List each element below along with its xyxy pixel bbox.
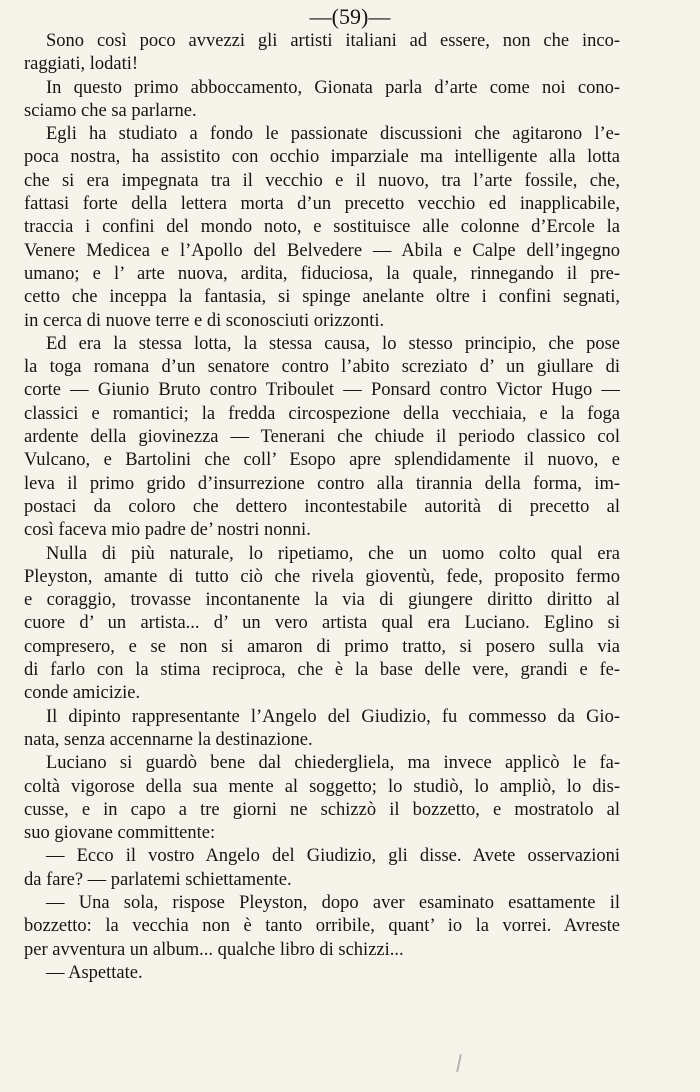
text-line: cetto che inceppa la fantasia, si spinge anelante oltre i confini segnati, xyxy=(24,287,620,308)
page-number: —(59)— xyxy=(309,4,391,29)
text-line: — Aspettate. xyxy=(46,962,143,983)
text-line: fattasi forte della lettera morta d’un precetto vecchio ed inapplicabile, xyxy=(24,194,620,215)
text-line: di farlo con la stima reciproca, che è la base delle vere, grandi e fe- xyxy=(24,660,620,681)
text-line: la toga romana d’un senatore contro l’abito screziato d’ un giullare di xyxy=(24,357,620,378)
text-line: compresero, e se non si amaron di primo tratto, si posero sulla via xyxy=(24,636,620,657)
text-line: — Ecco il vostro Angelo del Giudizio, gli disse. Avete osservazioni xyxy=(46,846,620,867)
text-line: Vulcano, e Bartolini che coll’ Esopo apre splendidamente il nuovo, e xyxy=(24,450,620,471)
text-line: umano; e l’ arte nuova, ardita, fiduciosa, la quale, rinnegando il pre- xyxy=(24,263,620,284)
text-line: che si era impegnata tra il vecchio e il nuovo, tra l’arte fossile, che, xyxy=(24,170,620,191)
text-line: In questo primo abboccamento, Gionata parla d’arte come noi cono- xyxy=(46,77,620,98)
text-line: leva il primo grido d’insurrezione contro alla tirannia della forma, im- xyxy=(24,473,620,494)
text-line: corte — Giunio Bruto contro Triboulet — Ponsard contro Victor Hugo — xyxy=(24,380,620,401)
text-line: coltà vigorose della sua mente al soggetto; lo studiò, lo ampliò, lo dis- xyxy=(24,776,620,797)
stray-mark xyxy=(456,1054,462,1072)
text-line: raggiati, lodati! xyxy=(24,54,139,75)
text-line: bozzetto: la vecchia non è tanto orribile, quant’ io la vorrei. Avreste xyxy=(24,916,620,937)
text-line: postaci da coloro che dettero incontestabile autorità di precetto al xyxy=(24,496,620,517)
text-line: Venere Medicea e l’Apollo del Belvedere — Abila e Calpe dell’ingegno xyxy=(24,240,620,261)
text-line: così faceva mio padre de’ nostri nonni. xyxy=(24,520,311,541)
text-line: ardente della giovinezza — Tenerani che chiude il periodo classico col xyxy=(24,427,620,448)
text-line: cuore d’ un artista... d’ un vero artista qual era Luciano. Eglino si xyxy=(24,613,620,634)
text-line: suo giovane committente: xyxy=(24,823,216,844)
text-line: Sono così poco avvezzi gli artisti italiani ad essere, non che inco- xyxy=(46,31,620,51)
text-line: nata, senza accennarne la destinazione. xyxy=(24,729,313,750)
text-line: cusse, e in capo a tre giorni ne schizzò il bozzetto, e mostratolo al xyxy=(24,799,620,820)
text-line: in cerca di nuove terre e di sconosciuti orizzonti. xyxy=(24,310,385,331)
text-line: e coraggio, trovasse incontanente la via di giungere diritto diritto al xyxy=(24,590,620,611)
body-text xyxy=(24,30,620,985)
text-line: conde amicizie. xyxy=(24,683,141,704)
text-line: Luciano si guardò bene dal chiedergliela, ma invece applicò le fa- xyxy=(46,753,620,774)
text-line: per avventura un album... qualche libro di schizzi... xyxy=(24,939,404,960)
text-line: Pleyston, amante di tutto ciò che rivela gioventù, fede, proposito fermo xyxy=(24,566,620,587)
text-line: classici e romantici; la fredda circospezione della vecchiaia, e la foga xyxy=(24,403,620,424)
text-line: poca nostra, ha assistito con occhio imparziale ma intelligente alla lotta xyxy=(24,147,620,168)
text-line: Il dipinto rappresentante l’Angelo del Giudizio, fu commesso da Gio- xyxy=(46,706,620,727)
text-line: — Una sola, rispose Pleyston, dopo aver esaminato esattamente il xyxy=(46,892,620,913)
text-line: traccia i confini del mondo noto, e sostituisce alle colonne d’Ercole la xyxy=(24,217,620,238)
text-line: da fare? — parlatemi schiettamente. xyxy=(24,869,292,890)
text-line: Egli ha studiato a fondo le passionate discussioni che agitarono l’e- xyxy=(46,124,620,145)
text-line: sciamo che sa parlarne. xyxy=(24,100,197,121)
text-line: Nulla di più naturale, lo ripetiamo, che un uomo colto qual era xyxy=(46,543,620,564)
text-line: Ed era la stessa lotta, la stessa causa, lo stesso principio, che pose xyxy=(46,333,620,354)
